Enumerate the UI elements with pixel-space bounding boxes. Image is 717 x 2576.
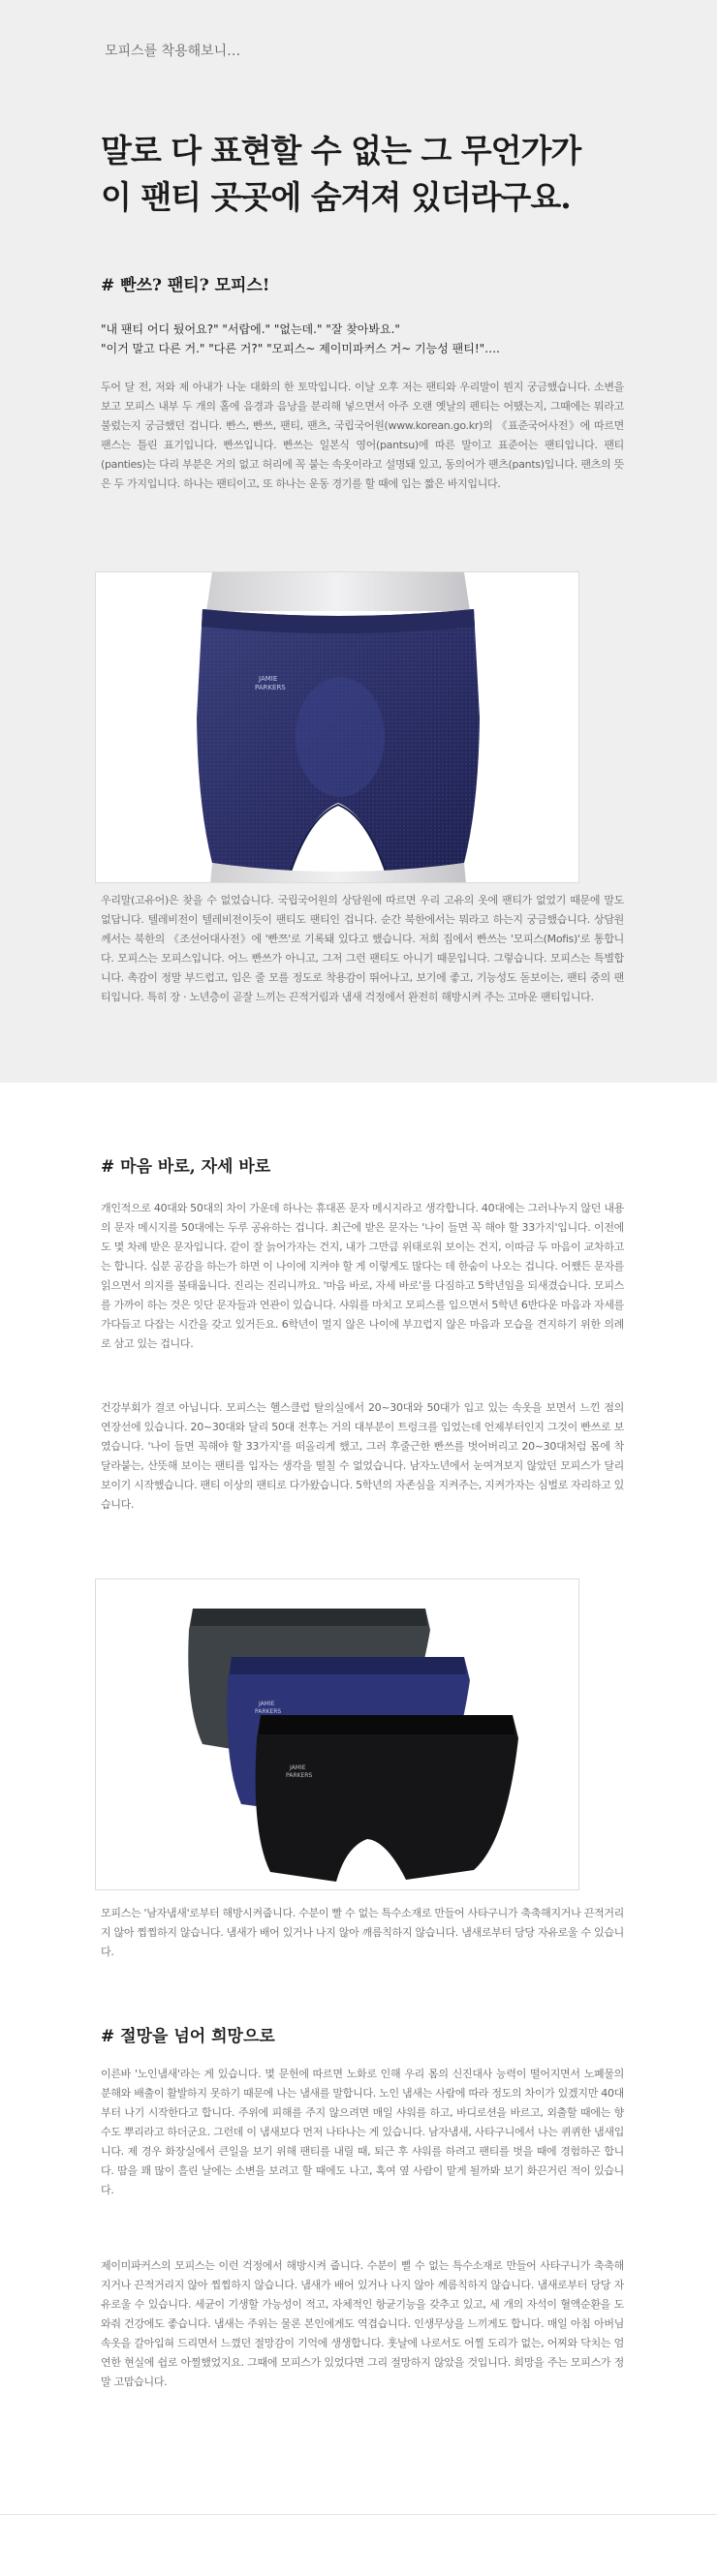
quote-line-1: "내 팬티 어디 뒀어요?" "서랍에." "없는데." "잘 찾아봐요." [101, 322, 400, 336]
section-title-3: # 절망을 넘어 희망으로 [101, 2027, 275, 2046]
headline-line-2: 이 팬티 곳곳에 숨겨져 있더라구요. [101, 178, 571, 216]
product-photo-mannequin [95, 571, 579, 883]
section-title-1: # 빤쓰? 팬티? 모피스! [101, 276, 270, 295]
stacked-briefs-illustration [96, 1579, 579, 1890]
section2-paragraph-1: 개인적으로 40대와 50대의 차이 가운데 하나는 휴대폰 문자 메시지라고 생각합니다. 40대에는 그러나누지 않던 내용의 문자 메시지를 50대에는 두루 공유하는 겁니다. 최근에 받은 문자는 '나이 들면 꼭 해야 할 33가지'입니다. 이전에도 몇 차례 받은 문자입니다. 같이 잘 늙어가자는 건지, 내가 그만큼 위태로워 보이는 건지, 이따금 두 마음이 교차하고는 합니다. 십분 공감을 하는가 하면 이 나이에 지켜야 할 게 이렇게도 많다는 데 한숨이 나오는 겁니다. 어쨌든 문자를 읽으면서 의지를 불태웁니다. 진리는 진리니까요. '마음 바로, 자세 바로'를 다짐하고 5학년임을 되새겼습니다. 모피스를 가까이 하는 것은 잇단 문자들과 연관이 있습니다. 샤워를 마치고 모피스를 입으면서 5학년 6반다운 마음과 자세를 가다듬고 다잡는 시간을 갖고 있거든요. 6학년이 멀지 않은 나이에 부끄럽지 않은 마음과 모습을 견지하기 위한 의례로 삼고 있는 겁니다. [101, 1202, 624, 1350]
svg-text:JAMIE: JAMIE [259, 1701, 275, 1707]
section1-paragraph-1: 두어 달 전, 저와 제 아내가 나눈 대화의 한 토막입니다. 이날 오후 저는 팬티와 우리말이 뭔지 궁금했습니다. 소변을 보고 모피스 내부 두 개의 홀에 음경과 음낭을 분리해 넣으면서 아주 오랜 옛날의 펜티는 어땠는지, 그때에는 뭐라고 불렀는지 궁금했던 겁니다. 빤스, 빤쓰, 팬티, 팬츠, 국립국어원(www.korean.go.kr)의 《표준국어사전》에 따르면 팬스는 틀린 표기입니다. 빤쓰입니다. 빤쓰는 일본식 영어(pantsu)에 따른 말이고 표준어는 팬티입니다. 팬티(panties)는 다리 부분은 거의 없고 허리에 꼭 붙는 속옷이라고 설명돼 있고, 동의어가 팬츠(pants)입니다. 팬츠의 뜻은 두 가지입니다. 하나는 팬티이고, 또 하나는 운동 경기를 할 때에 입는 짧은 바지입니다. [101, 381, 624, 490]
quote-line-2: "이거 말고 다른 거." "다른 거?" "모피스~ 제이미파커스 거~ 기능성 팬티!"…. [101, 342, 500, 355]
page-headline [101, 128, 580, 221]
section3-paragraph-2: 제이미파커스의 모피스는 이런 걱정에서 해방시켜 줍니다. 수분이 뻘 수 없는 특수소재로 만들어 사타구니가 축축해지거나 끈적거리지 않아 찝찝하지 않습니다. 냄새가 배어 있거나 나지 않아 께름칙하지 않습니다. 냄새로부터 당당 자유로울 수 있습니다. 세균이 기생할 가능성이 적고, 자체적인 항균기능을 갖추고 있고, 세 개의 자석이 혈액순환을 도와줘 건강에도 좋습니다. 냄새는 주위는 물론 본인에게도 역겹습니다. 인생무상을 느끼게도 합니다. 매일 아침 아버님 속옷을 갈아입혀 드리면서 느꼈던 절망감이 기억에 생생합니다. 훗날에 나로서도 어찔 도리가 없는, 어찌와 닥치는 엄연한 현실에 쉽로 아찔했었지요. 그때에 모피스가 있었다면 그리 절망하지 않았을 것입니다. 희망을 주는 모피스가 정말 고맙습니다. [101, 2259, 624, 2388]
section3-paragraph-1: 이른바 '노인냄새'라는 게 있습니다. 몇 문헌에 따르면 노화로 인해 우리 몸의 신진대사 능력이 떨어지면서 노폐물의 분해와 배출이 활발하지 못하기 때문에 나는 냄새를 말합니다. 노인 냄새는 사람에 따라 정도의 차이가 있겠지만 40대부터 나기 시작한다고 합니다. 주위에 피해를 주지 않으려면 매일 샤워를 하고, 바디로션을 바르고, 외출할 때에는 향수도 뿌리라고 하더군요. 그런데 이 냄새보다 먼저 나타나는 게 있습니다. 남자냄새, 사타구니에서 나는 퀴퀴한 냄새입니다. 제 경우 화장실에서 큰일을 보기 위해 팬티를 내릴 때, 퇴근 후 샤워를 하려고 팬티를 벗을 때에 경험하곤 합니다. 땀을 꽤 많이 흘린 날에는 소변을 보려고 할 때에도 나고, 혹여 옆 사람이 맡게 될까봐 보기 화끈거린 적이 있습니다. [101, 2068, 624, 2196]
section-title-2: # 마음 바로, 자세 바로 [101, 1157, 271, 1177]
section2-paragraph-2: 건강부회가 결코 아닙니다. 모피스는 헬스클럽 탈의실에서 20~30대와 50대가 입고 있는 속옷을 보면서 느낀 점의 연장선에 있습니다. 20~30대와 달리 50대 전후는 거의 대부분이 트렁크를 입었는데 언제부터인지 그것이 빤쓰로 보였습니다. '나이 들면 꼭해야 할 33가지'를 떠올리게 했고, 그러 후줄근한 빤쓰를 벗어버리고 20~30대처럼 몸에 착 달라붙는, 산뜻해 보이는 팬티를 입자는 생각을 떨칠 수 없었습니다. 남자노년에서 눈여겨보지 않았던 모피스가 달리 보이기 시작했습니다. 팬티 이상의 팬티로 다가왔습니다. 5학년의 자존심을 지켜주는, 지켜가자는 심벌로 자리하고 있습니다. [101, 1401, 624, 1511]
product-photo-stacked-briefs [95, 1579, 579, 1890]
svg-text:JAMIE: JAMIE [290, 1764, 306, 1771]
headline-line-1: 말로 다 표현할 수 없는 그 무언가가 [101, 132, 581, 169]
brand-mark: JAMIE [259, 675, 278, 683]
svg-text:PARKERS: PARKERS [255, 1708, 282, 1715]
mannequin-brief-illustration [96, 572, 579, 883]
photo-caption: 모피스는 '남자냄새'로부터 해방시켜줍니다. 수분이 빨 수 없는 특수소재로 만들어 사타구니가 축축해지거나 끈적거리지 않아 찝찝하지 않습니다. 냄새가 배어 있거나 나지 않아 깨름칙하지 않습니다. 냄새로부터 당당 자유로울 수 있습니다. [101, 1907, 624, 1958]
svg-text:PARKERS: PARKERS [255, 684, 286, 691]
dialogue-quote [101, 320, 500, 358]
section1-paragraph-2: 우리말(고유어)은 찾을 수 없었습니다. 국립국어원의 상담원에 따르면 우리 고유의 옷에 팬티가 없었기 때문에 말도 없답니다. 텔레비전이 텔레비전이듯이 팬티도 팬티인 겁니다. 순간 북한에서는 뭐라고 하는지 궁금했습니다. 상담원께서는 북한의 《조선어대사전》에 '빤쯔'로 기록돼 있다고 했습니다. 저희 집에서 빤쓰는 '모피스(Mofis)'로 통합니다. 모피스는 모피스입니다. 어느 빤쓰가 아니고, 그저 그런 팬티도 아니기 때문입니다. 그렇습니다. 모피스는 특별합니다. 촉감이 정말 부드럽고, 입은 줄 모를 정도로 착용감이 뛰어나고, 보기에 좋고, 기능성도 돋보이는, 팬티 중의 팬티입니다. 특히 장 · 노년층이 곧잘 느끼는 끈적거림과 냄새 걱정에서 완전히 해방시켜 주는 고마운 팬티입니다. [101, 894, 624, 1003]
svg-text:PARKERS: PARKERS [286, 1772, 313, 1779]
bottom-divider [0, 2514, 717, 2515]
kicker-text: 모피스를 착용해보니… [105, 44, 241, 59]
